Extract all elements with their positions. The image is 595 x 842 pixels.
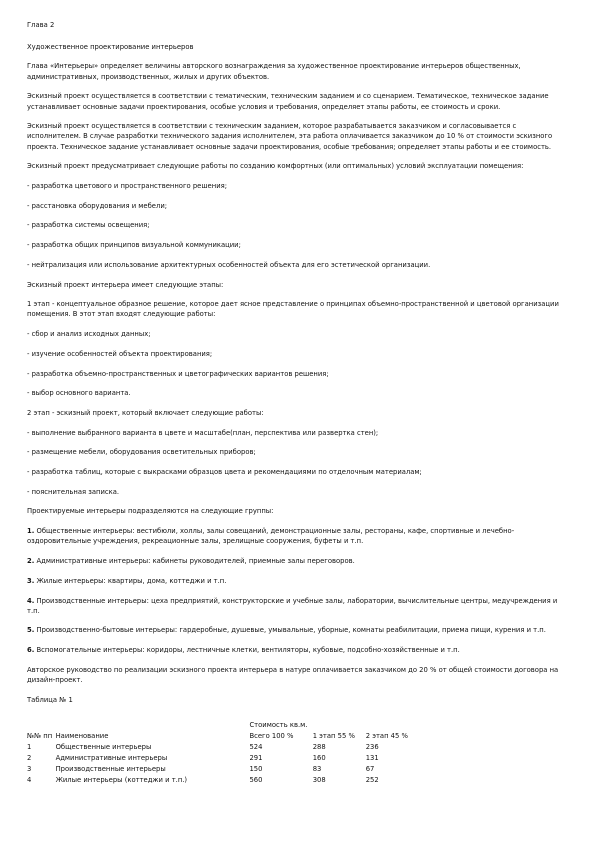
cell-num: 2 — [27, 753, 32, 762]
group-text: Административные интерьеры: кабинеты руководителей, приемные залы переговоров. — [34, 557, 355, 566]
group-text: Производственно-бытовые интерьеры: гардеробные, душевые, умывальные, уборные, комнаты реабилитации, приема пищи, курения и т.п. — [34, 626, 546, 635]
group-number: 4. — [27, 596, 35, 605]
list-item: - нейтрализация или использование архитектурных особенностей объекта для его эстетической организации. — [27, 260, 431, 269]
cell-name: Жилые интерьеры (коттеджи и т.п.) — [55, 775, 188, 784]
list-item: - размещение мебели, оборудования осветительных приборов; — [27, 448, 256, 457]
cell-stage2: 252 — [365, 775, 379, 784]
group-item — [27, 596, 565, 616]
group-number: 3. — [27, 576, 35, 585]
cell-name: Общественные интерьеры — [55, 742, 152, 751]
stage2-text: 2 этап - эскизный проект, который включает следующие работы: — [27, 408, 264, 417]
section-title: Художественное проектирование интерьеров — [27, 43, 194, 52]
list-item: - выполнение выбранного варианта в цвете и масштабе(план, перспектива или развертка стен); — [27, 428, 379, 437]
group-item — [27, 576, 565, 586]
cell-stage2: 131 — [365, 753, 379, 762]
group-text: Производственные интерьеры: цеха предприятий, конструкторские и учебные залы, лаборатории, вычислительные центры, медучреждения и т.п. — [27, 596, 558, 615]
list-item: - пояснительная записка. — [27, 487, 120, 496]
group-text: Жилые интерьеры: квартиры, дома, коттеджи и т.п. — [34, 576, 227, 585]
cell-stage1: 288 — [312, 742, 326, 751]
table-row — [27, 763, 427, 774]
cell-num: 3 — [27, 764, 32, 773]
cell-num: 1 — [27, 742, 32, 751]
cell-total: 524 — [249, 742, 263, 751]
table-header-row — [27, 719, 427, 730]
paragraph: Эскизный проект осуществляется в соответствии с техническим заданием, которое разрабатывается заказчиком и согласовывается с исполнителем. В случае разработки технического задания исполнителем, эта работа оплачивается заказчиком до 10 % от стоимости эскизного проекта. Техническое задание устанавливает основные задачи проектирования, особые требования; определяет этапы работы и ее стоимость. — [27, 122, 553, 151]
cell-stage2: 236 — [365, 742, 379, 751]
stage1-text: 1 этап - концептуальное образное решение, которое дает ясное представление о принципах объемно-пространственной и цветовой организации помещения. В этот этап входят следующие работы: — [27, 300, 559, 319]
group-item — [27, 526, 565, 546]
paragraph: Эскизный проект осуществляется в соответствии с тематическим, техническим заданием и со сценарием. Тематическое, техническое задание устанавливает основные задачи проектирования, особые условия и требования, определяет этапы работы, ее стоимость и сроки. — [27, 92, 549, 111]
group-text: Общественные интерьеры: вестибюли, холлы, залы совещаний, демонстрационные залы, рестораны, кафе, спортивные и лечебно-оздоровительные учреждения, рекреационные залы, зрелищные сооружения, буфеты и т.п. — [27, 527, 515, 546]
table-caption: Таблица № 1 — [27, 695, 73, 704]
table-header-row — [27, 730, 427, 741]
list-item: - разработка объемно-пространственных и цветографических вариантов решения; — [27, 369, 329, 378]
groups-intro: Проектируемые интерьеры подразделяются на следующие группы: — [27, 507, 274, 516]
group-number: 1. — [27, 527, 35, 536]
cell-stage1: 160 — [312, 753, 326, 762]
header-stage2: 2 этап 45 % — [365, 731, 408, 740]
list-item: - выбор основного варианта. — [27, 389, 131, 398]
group-number: 6. — [27, 646, 35, 655]
header-stage1: 1 этап 55 % — [312, 731, 355, 740]
list-item: - разработка общих принципов визуальной коммуникации; — [27, 241, 241, 250]
group-item — [27, 625, 565, 635]
header-num: №№ пп — [27, 731, 53, 740]
cell-name: Производственные интерьеры — [55, 764, 166, 773]
header-name: Наименование — [55, 731, 109, 740]
group-number: 5. — [27, 626, 35, 635]
group-text: Вспомогательные интерьеры: коридоры, лестничные клетки, вентиляторы, кубовые, подсобно-хозяйственные и т.п. — [34, 646, 460, 655]
group-item — [27, 645, 565, 655]
cell-num: 4 — [27, 775, 32, 784]
list-item: - разработка таблиц, которые с выкрасками образцов цвета и рекомендациями по отделочным материалам; — [27, 468, 422, 477]
cell-stage1: 308 — [312, 775, 326, 784]
cell-stage1: 83 — [312, 764, 322, 773]
stages-intro: Эскизный проект интерьера имеет следующие этапы: — [27, 280, 224, 289]
paragraph: Глава «Интерьеры» определяет величины авторского вознаграждения за художественное проектирование интерьеров общественных, административных, производственных, жилых и других объектов. — [27, 62, 521, 81]
table-row — [27, 741, 427, 752]
cell-total: 150 — [249, 764, 263, 773]
chapter-label: Глава 2 — [27, 21, 55, 29]
cell-total: 291 — [249, 753, 263, 762]
list-item: - разработка цветового и пространственного решения; — [27, 182, 227, 191]
paragraph: Эскизный проект предусматривает следующие работы по созданию комфортных (или оптимальных) условий эксплуатации помещения: — [27, 162, 524, 171]
list-item: - изучение особенностей объекта проектирования; — [27, 349, 213, 358]
group-item — [27, 556, 565, 566]
cell-stage2: 67 — [365, 764, 375, 773]
list-item: - разработка системы освещения; — [27, 221, 150, 230]
group-number: 2. — [27, 557, 35, 566]
supervision-text: Авторское руководство по реализации эскизного проекта интерьера в натуре оплачивается заказчиком до 20 % от общей стоимости договора на дизайн-проект. — [27, 665, 559, 685]
cell-name: Административные интерьеры — [55, 753, 168, 762]
cell-total: 560 — [249, 775, 263, 784]
list-item: - сбор и анализ исходных данных; — [27, 330, 151, 339]
header-total: Всего 100 % — [249, 731, 294, 740]
table-row — [27, 774, 427, 785]
table-row — [27, 752, 427, 763]
cost-table — [27, 719, 427, 785]
header-cost: Стоимость кв.м. — [249, 720, 308, 729]
list-item: - расстановка оборудования и мебели; — [27, 201, 168, 210]
